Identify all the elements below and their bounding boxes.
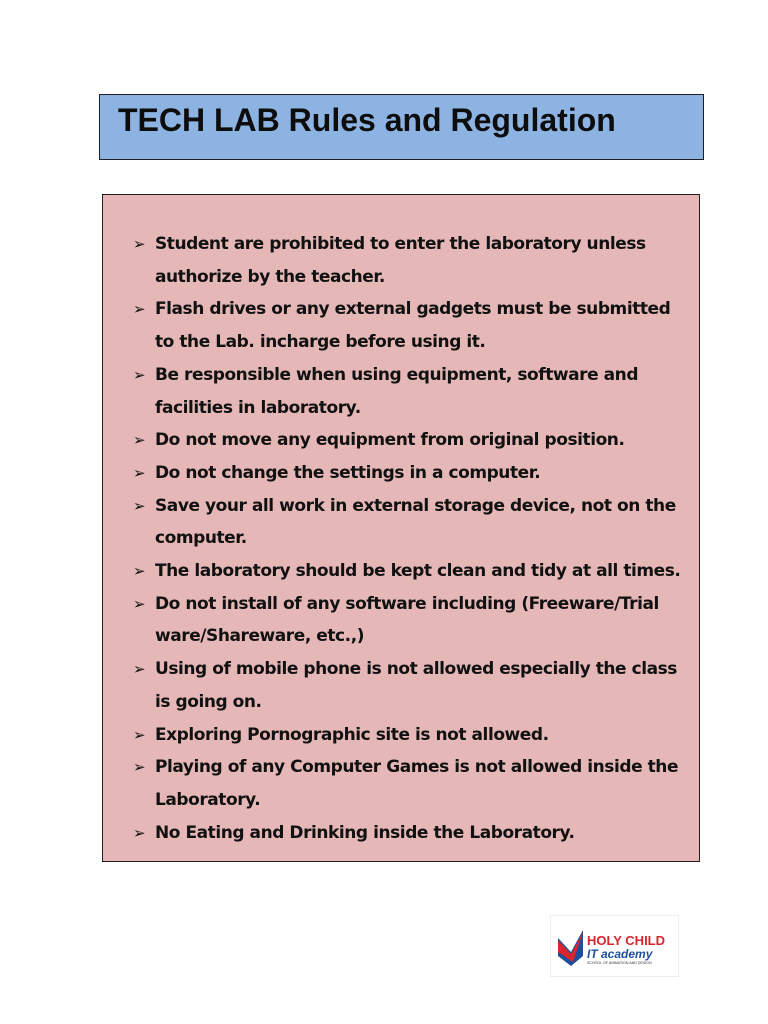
rule-text: Do not move any equipment from original position. [155,430,625,451]
rule-item [133,490,693,555]
rule-item [133,424,693,457]
logo-tagline-text: SCHOOL OF ANIMATION AND DESIGN [587,961,652,965]
title-box [99,94,704,160]
rule-item [133,228,693,293]
arrowhead-bullet-icon: ➢ [133,463,146,482]
rule-item [133,817,693,850]
rules-list [133,228,693,849]
arrowhead-bullet-icon: ➢ [133,725,146,744]
rule-text: Student are prohibited to enter the laboratory unless authorize by the teacher. [155,234,646,287]
arrowhead-bullet-icon: ➢ [133,365,146,384]
arrowhead-bullet-icon: ➢ [133,300,146,319]
logo-name-text: HOLY CHILD [587,933,666,948]
rule-item [133,653,693,718]
arrowhead-bullet-icon: ➢ [133,823,146,842]
rule-item [133,457,693,490]
rule-text: Flash drives or any external gadgets must be submitted to the Lab. incharge before using it. [155,299,671,353]
rule-text: Do not install of any software including (Freeware/Trial ware/Shareware, etc.,) [155,593,659,647]
page-title: TECH LAB Rules and Regulation [118,102,616,138]
holy-child-logo [551,916,678,976]
rule-text: Save your all work in external storage device, not on the computer. [155,495,676,549]
rule-text: The laboratory should be kept clean and tidy at all times. [155,561,681,582]
arrowhead-bullet-icon: ➢ [133,562,146,581]
arrowhead-bullet-icon: ➢ [133,496,146,515]
logo-graphic [551,916,678,976]
arrowhead-bullet-icon: ➢ [133,594,146,613]
rule-text: Exploring Pornographic site is not allowed. [155,724,549,745]
rule-item [133,751,693,816]
rule-text: Using of mobile phone is not allowed especially the class is going on. [155,659,677,712]
arrowhead-bullet-icon: ➢ [133,431,146,450]
rule-item [133,359,693,424]
arrowhead-bullet-icon: ➢ [133,235,146,253]
rule-text: No Eating and Drinking inside the Laboratory. [155,822,575,843]
arrowhead-bullet-icon: ➢ [133,758,146,777]
rule-item [133,588,693,653]
logo-subname-text: IT academy [587,947,653,961]
rule-text: Be responsible when using equipment, software and facilities in laboratory. [155,364,639,418]
arrowhead-bullet-icon: ➢ [133,660,146,679]
rule-text: Do not change the settings in a computer. [155,462,541,483]
rule-text: Playing of any Computer Games is not allowed inside the Laboratory. [155,757,679,810]
rules-box [102,194,700,862]
rule-item [133,293,693,358]
rule-item [133,719,693,752]
rule-item [133,555,693,588]
